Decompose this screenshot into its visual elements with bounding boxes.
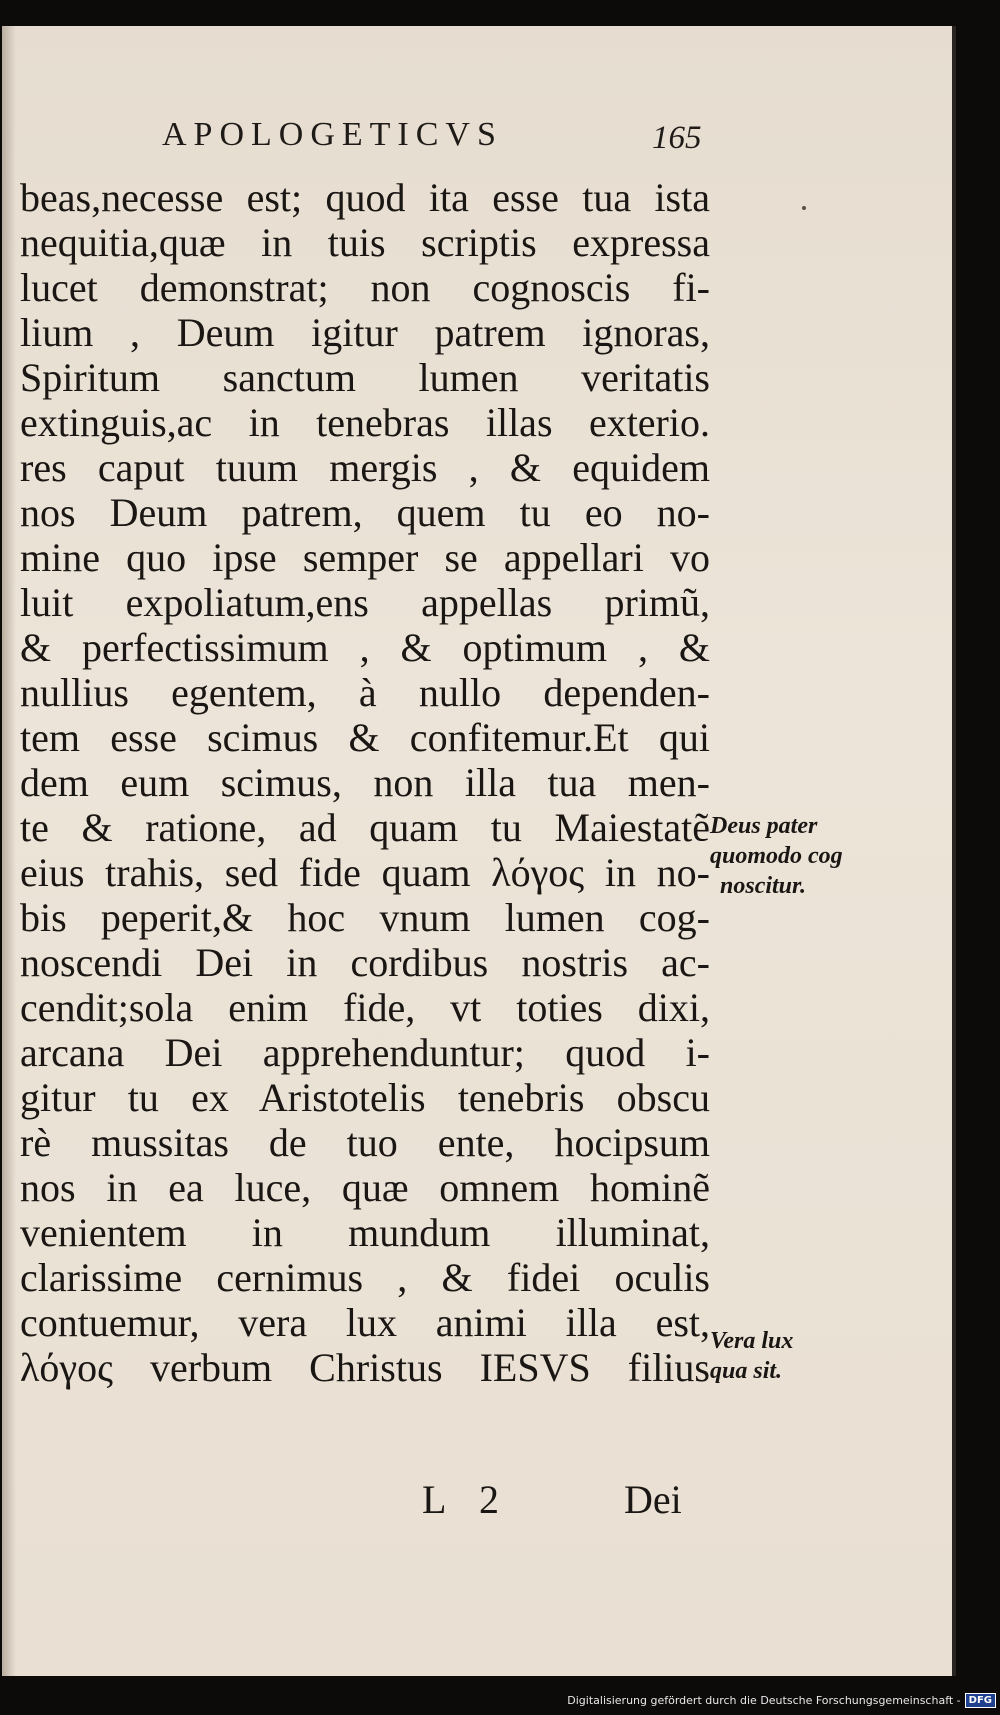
text-line: noscendi Dei in cordibus nostris ac- <box>20 940 710 985</box>
text-line: nullius egentem, à nullo dependen- <box>20 670 710 715</box>
margin-note: quomodo cog <box>710 843 843 869</box>
text-line: gitur tu ex Aristotelis tenebris obscu <box>20 1075 710 1120</box>
text-line: lucet demonstrat; non cognoscis fi- <box>20 265 710 310</box>
text-line: cendit;sola enim fide, vt toties dixi, <box>20 985 710 1030</box>
text-line: te & ratione, ad quam tu Maiestatẽ <box>20 805 710 850</box>
text-line: eius trahis, sed fide quam λόγος in no- <box>20 850 710 895</box>
text-line: contuemur, vera lux animi illa est, <box>20 1300 710 1345</box>
margin-note: noscitur. <box>720 873 807 899</box>
text-line: nos in ea luce, quæ omnem hominẽ <box>20 1165 710 1210</box>
text-line: mine quo ipse semper se appellari vo <box>20 535 710 580</box>
footer-credit <box>567 1687 996 1713</box>
text-line: clarissime cernimus , & fidei oculis <box>20 1255 710 1300</box>
text-line: λόγος verbum Christus IESVS filius <box>20 1345 710 1390</box>
text-line: & perfectissimum , & optimum , & <box>20 625 710 670</box>
text-line: tem esse scimus & confitemur.Et qui <box>20 715 710 760</box>
dfg-logo: DFG <box>965 1693 996 1708</box>
book-page <box>2 26 956 1676</box>
funding-credit: Digitalisierung gefördert durch die Deutsche Forschungsgemeinschaft - <box>567 1693 961 1707</box>
running-head: APOLOGETICVS <box>162 116 503 153</box>
signature-mark: L 2 <box>422 1477 511 1522</box>
margin-note: qua sit. <box>710 1358 783 1384</box>
text-line: bis peperit,& hoc vnum lumen cog- <box>20 895 710 940</box>
text-line: rè mussitas de tuo ente, hocipsum <box>20 1120 710 1165</box>
text-line: nequitia,quæ in tuis scriptis expressa <box>20 220 710 265</box>
page-number: 165 <box>652 120 702 156</box>
text-line: res caput tuum mergis , & equidem <box>20 445 710 490</box>
text-line: extinguis,ac in tenebras illas exterio. <box>20 400 710 445</box>
text-line: dem eum scimus, non illa tua men- <box>20 760 710 805</box>
text-line: beas,necesse est; quod ita esse tua ista <box>20 175 710 220</box>
text-line: nos Deum patrem, quem tu eo no- <box>20 490 710 535</box>
text-line: lium , Deum igitur patrem ignoras, <box>20 310 710 355</box>
text-line: Spiritum sanctum lumen veritatis <box>20 355 710 400</box>
margin-note: Deus pater <box>710 813 818 839</box>
text-line: luit expoliatum,ens appellas primũ, <box>20 580 710 625</box>
margin-note: Vera lux <box>710 1328 794 1354</box>
catchword: Dei <box>624 1477 682 1522</box>
text-line: arcana Dei apprehenduntur; quod i- <box>20 1030 710 1075</box>
text-line: venientem in mundum illuminat, <box>20 1210 710 1255</box>
